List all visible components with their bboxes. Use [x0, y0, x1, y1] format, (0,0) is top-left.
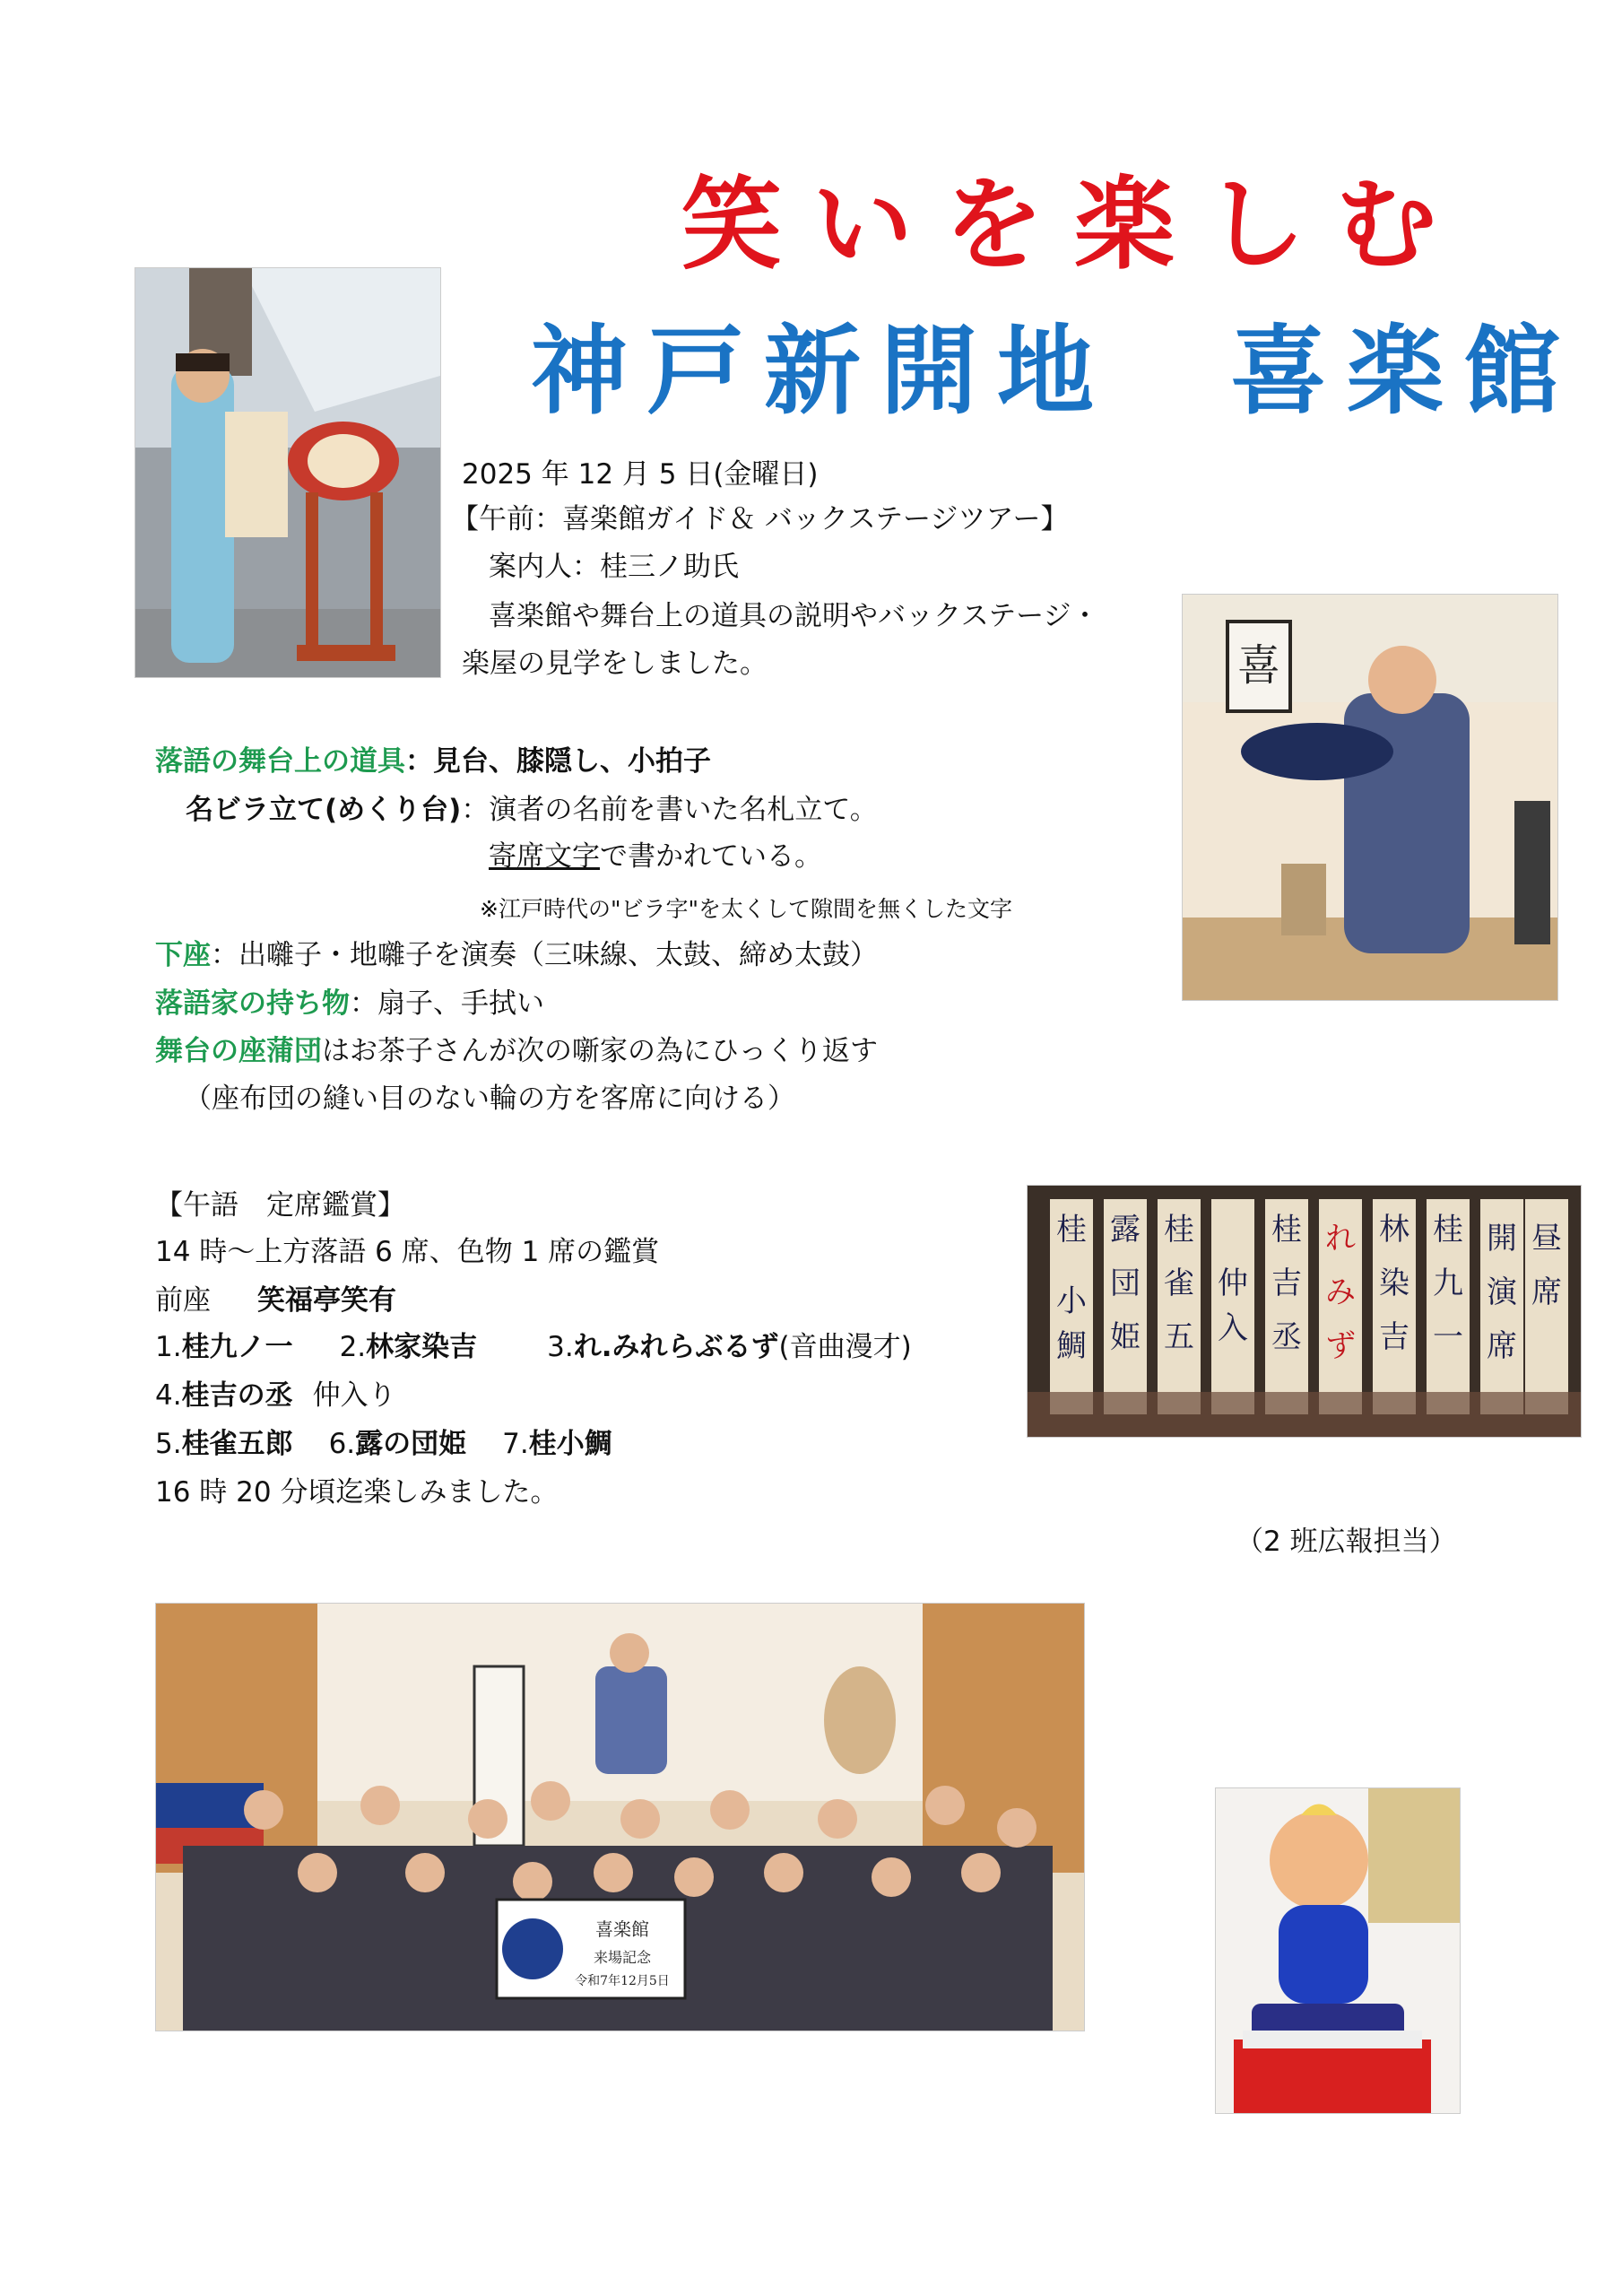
svg-text:露: 露: [1110, 1212, 1141, 1248]
svg-text:令和7年12月5日: 令和7年12月5日: [575, 1974, 670, 1988]
performer-3-note: (音曲漫才): [778, 1331, 912, 1363]
svg-text:演: 演: [1487, 1274, 1517, 1310]
svg-text:み: み: [1325, 1274, 1356, 1310]
svg-text:丞: 丞: [1271, 1319, 1302, 1355]
svg-text:桂: 桂: [1433, 1212, 1463, 1248]
svg-text:一: 一: [1433, 1319, 1463, 1355]
credit: （2 班広報担当）: [1236, 1526, 1457, 1558]
title-line-2: 神戸新開地 喜楽館: [531, 315, 1581, 428]
yose-note: ※江戸時代の"ビラ字"を太くして隙間を無くした文字: [480, 896, 1012, 922]
afternoon-heading: 【午語 定席鑑賞】: [155, 1189, 405, 1222]
svg-text:吉: 吉: [1271, 1265, 1302, 1301]
svg-text:桂: 桂: [1164, 1212, 1194, 1248]
yose-word: 寄席文字: [489, 840, 600, 873]
zabuton-line: [155, 1031, 878, 1071]
svg-text:席: 席: [1487, 1328, 1517, 1364]
zabuton-value: はお茶子さんが次の噺家の為にひっくり返す: [322, 1035, 878, 1067]
svg-text:喜楽館: 喜楽館: [595, 1918, 649, 1940]
performer-3-num: 3.: [547, 1331, 574, 1363]
svg-text:九: 九: [1433, 1265, 1463, 1301]
svg-text:昼: 昼: [1531, 1221, 1562, 1257]
stage-tools-value: ：見台、膝隠し、小拍子: [405, 745, 711, 778]
maeza-name: 笑福亭笑有: [257, 1284, 396, 1317]
performer-7-num: 7.: [502, 1428, 529, 1460]
stage-tools-label: 落語の舞台上の道具: [155, 745, 405, 778]
nabira-label: 名ビラ立て(めくり台): [186, 794, 462, 826]
billiken-illustration: [1216, 1788, 1460, 2113]
svg-text:れ: れ: [1325, 1221, 1356, 1257]
name-boards-illustration: [1028, 1186, 1581, 1437]
visit-date: 2025 年 12 月 5 日(金曜日): [462, 458, 819, 491]
guide-name: 案内人：桂三ノ助氏: [489, 551, 739, 583]
performers-row-3: [155, 1424, 612, 1464]
stage-tools-line: [155, 742, 711, 781]
svg-text:桂: 桂: [1271, 1212, 1302, 1248]
performer-4-num: 4.: [155, 1379, 182, 1412]
geza-line: [155, 935, 878, 975]
svg-text:鯛: 鯛: [1056, 1328, 1087, 1364]
nabira-value: ：演者の名前を書いた名札立て。: [461, 794, 878, 826]
title-line-1: 笑いを楽しむ: [681, 166, 1467, 283]
maeza-label: 前座: [155, 1284, 211, 1317]
afternoon-ending: 16 時 20 分頃迄楽しみました。: [155, 1476, 559, 1509]
performer-5-name: 桂雀五郎: [181, 1428, 293, 1460]
photo-name-boards: [1027, 1185, 1582, 1438]
zabuton-label: 舞台の座蒲団: [155, 1035, 322, 1067]
performer-7-name: 桂小鯛: [528, 1428, 612, 1460]
performer-2-num: 2.: [339, 1331, 367, 1363]
svg-text:小: 小: [1056, 1283, 1087, 1319]
svg-text:ず: ず: [1325, 1328, 1356, 1364]
performers-row-1: [155, 1327, 912, 1367]
svg-text:染: 染: [1379, 1265, 1409, 1301]
geza-value: ：出囃子・地囃子を演奏（三味線、太鼓、締め太鼓）: [211, 939, 878, 971]
performer-4-name: 桂吉の丞: [181, 1379, 293, 1412]
svg-text:桂: 桂: [1056, 1212, 1087, 1248]
mochimono-label: 落語家の持ち物: [155, 987, 350, 1020]
svg-text:五: 五: [1164, 1319, 1194, 1355]
performer-6-num: 6.: [328, 1428, 356, 1460]
morning-desc-2: 楽屋の見学をしました。: [462, 648, 768, 680]
performer-drum-illustration: [135, 268, 440, 677]
performer-1-num: 1.: [155, 1331, 182, 1363]
svg-text:姫: 姫: [1110, 1319, 1141, 1355]
svg-text:吉: 吉: [1379, 1319, 1409, 1355]
afternoon-summary: 14 時～上方落語 6 席、色物 1 席の鑑賞: [155, 1236, 660, 1268]
performer-3-name: れ.みれらぶるず: [573, 1331, 779, 1363]
svg-text:団: 団: [1110, 1265, 1141, 1301]
mochimono-line: [155, 984, 544, 1023]
morning-desc-1: 喜楽館や舞台上の道具の説明やバックステージ・: [489, 600, 1099, 632]
zabuton-note: （座布団の縫い目のない輪の方を客席に向ける）: [184, 1083, 795, 1115]
performer-1-name: 桂九ノ一: [181, 1331, 293, 1363]
performer-6-name: 露の団姫: [355, 1428, 467, 1460]
photo-group: [155, 1603, 1085, 2031]
performer-4-note: 仲入り: [312, 1379, 396, 1412]
nabira-line: [186, 790, 878, 830]
geza-label: 下座: [155, 939, 211, 971]
svg-text:来場記念: 来場記念: [593, 1949, 652, 1966]
stage-zabuton-illustration: [1183, 595, 1557, 1000]
performers-row-2: [155, 1376, 396, 1415]
performer-5-num: 5.: [155, 1428, 182, 1460]
photo-performer-drum: [134, 267, 441, 678]
maeza-line: [155, 1281, 396, 1320]
yose-line: [489, 837, 822, 876]
performer-2-name: 林家染吉: [366, 1331, 478, 1363]
svg-text:喜: 喜: [1236, 640, 1281, 691]
svg-text:仲: 仲: [1218, 1265, 1248, 1301]
svg-text:入: 入: [1218, 1310, 1248, 1346]
yose-rest: で書かれている。: [600, 840, 822, 873]
morning-heading: 【午前：喜楽館ガイド＆ バックステージツアー】: [451, 503, 1069, 535]
mochimono-value: ：扇子、手拭い: [350, 987, 544, 1020]
group-photo-illustration: [156, 1604, 1084, 2031]
photo-stage-zabuton: [1182, 594, 1558, 1001]
svg-text:席: 席: [1531, 1274, 1562, 1310]
photo-billiken: [1215, 1787, 1461, 2114]
svg-text:雀: 雀: [1164, 1265, 1194, 1301]
svg-text:林: 林: [1379, 1212, 1409, 1248]
svg-text:開: 開: [1487, 1221, 1517, 1257]
